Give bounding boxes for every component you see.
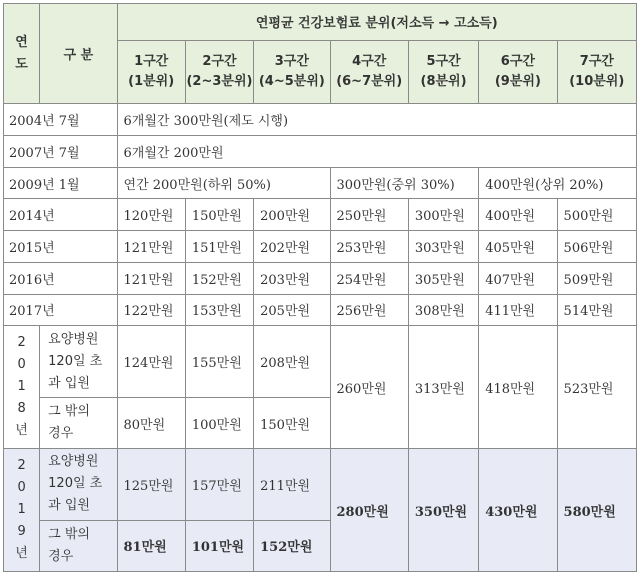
subcategory-nursing: 요양병원 120일 초 과 입원 xyxy=(40,449,117,521)
value-cell: 150만원 xyxy=(254,397,330,448)
value-cell: 280만원 xyxy=(330,449,408,572)
value-cell: 80만원 xyxy=(117,397,185,448)
value-cell: 205만원 xyxy=(254,294,330,326)
value-cell: 152만원 xyxy=(185,262,253,294)
value-cell: 430만원 xyxy=(479,449,557,572)
value-cell: 122만원 xyxy=(117,294,185,326)
value-cell: 208만원 xyxy=(254,326,330,398)
value-cell: 203만원 xyxy=(254,262,330,294)
table-row xyxy=(4,326,637,398)
value-cell: 153만원 xyxy=(185,294,253,326)
value-cell: 150만원 xyxy=(185,199,253,231)
band-2-header: 2구간 (2~3분위) xyxy=(185,40,253,103)
band-6-header: 6구간 (9분위) xyxy=(479,40,557,103)
value-cell: 580만원 xyxy=(557,449,636,572)
value-cell: 200만원 xyxy=(254,199,330,231)
band-5-header: 5구간 (8분위) xyxy=(408,40,478,103)
value-cell: 211만원 xyxy=(254,449,330,521)
value-cell: 151만원 xyxy=(185,231,253,263)
year-cell: 2009년 1월 xyxy=(4,167,118,199)
value-cell: 152만원 xyxy=(254,520,330,571)
value-cell: 300만원 xyxy=(408,199,478,231)
value-cell: 125만원 xyxy=(117,449,185,521)
value-cell: 305만원 xyxy=(408,262,478,294)
value-cell: 500만원 xyxy=(557,199,636,231)
value-cell: 81만원 xyxy=(117,520,185,571)
value-cell: 6개월간 200만원 xyxy=(117,135,636,167)
value-cell: 407만원 xyxy=(479,262,557,294)
value-cell: 253만원 xyxy=(330,231,408,263)
value-cell: 121만원 xyxy=(117,262,185,294)
value-cell: 350만원 xyxy=(408,449,478,572)
table-row xyxy=(4,167,637,199)
table-row xyxy=(4,199,637,231)
value-cell: 250만원 xyxy=(330,199,408,231)
value-cell: 6개월간 300만원(제도 시행) xyxy=(117,104,636,136)
value-cell: 300만원(중위 30%) xyxy=(330,167,479,199)
year-cell: 2017년 xyxy=(4,294,118,326)
subcategory-nursing: 요양병원 120일 초 과 입원 xyxy=(40,326,117,398)
value-cell: 100만원 xyxy=(185,397,253,448)
year-header: 연도 xyxy=(4,4,40,104)
band-4-header: 4구간 (6~7분위) xyxy=(330,40,408,103)
value-cell: 514만원 xyxy=(557,294,636,326)
value-cell: 418만원 xyxy=(479,326,557,449)
value-cell: 400만원(상위 20%) xyxy=(479,167,637,199)
subcategory-other: 그 밖의 경우 xyxy=(40,397,117,448)
year-cell-2018: 2018년 xyxy=(4,326,40,449)
value-cell: 124만원 xyxy=(117,326,185,398)
table-row xyxy=(4,294,637,326)
table-row xyxy=(4,104,637,136)
year-cell: 2007년 7월 xyxy=(4,135,118,167)
value-cell: 157만원 xyxy=(185,449,253,521)
value-cell: 101만원 xyxy=(185,520,253,571)
band-3-header: 3구간 (4~5분위) xyxy=(254,40,330,103)
value-cell: 509만원 xyxy=(557,262,636,294)
value-cell: 256만원 xyxy=(330,294,408,326)
year-cell: 2004년 7월 xyxy=(4,104,118,136)
value-cell: 303만원 xyxy=(408,231,478,263)
value-cell: 120만원 xyxy=(117,199,185,231)
value-cell: 202만원 xyxy=(254,231,330,263)
value-cell: 121만원 xyxy=(117,231,185,263)
value-cell: 411만원 xyxy=(479,294,557,326)
table-row xyxy=(4,135,637,167)
value-cell: 155만원 xyxy=(185,326,253,398)
year-cell: 2016년 xyxy=(4,262,118,294)
table-row xyxy=(4,231,637,263)
value-cell: 연간 200만원(하위 50%) xyxy=(117,167,330,199)
value-cell: 523만원 xyxy=(557,326,636,449)
band-1-header: 1구간 (1분위) xyxy=(117,40,185,103)
value-cell: 254만원 xyxy=(330,262,408,294)
year-cell-2019: 2019년 xyxy=(4,449,40,572)
value-cell: 400만원 xyxy=(479,199,557,231)
year-cell: 2014년 xyxy=(4,199,118,231)
subcategory-other: 그 밖의 경우 xyxy=(40,520,117,571)
value-cell: 405만원 xyxy=(479,231,557,263)
value-cell: 260만원 xyxy=(330,326,408,449)
value-cell: 308만원 xyxy=(408,294,478,326)
value-cell: 506만원 xyxy=(557,231,636,263)
category-header: 구 분 xyxy=(40,4,117,104)
table-row xyxy=(4,262,637,294)
premium-cap-table xyxy=(3,3,637,572)
table-row xyxy=(4,449,637,521)
year-cell: 2015년 xyxy=(4,231,118,263)
value-cell: 313만원 xyxy=(408,326,478,449)
table-title: 연평균 건강보험료 분위(저소득 → 고소득) xyxy=(117,4,636,41)
band-7-header: 7구간 (10분위) xyxy=(557,40,636,103)
